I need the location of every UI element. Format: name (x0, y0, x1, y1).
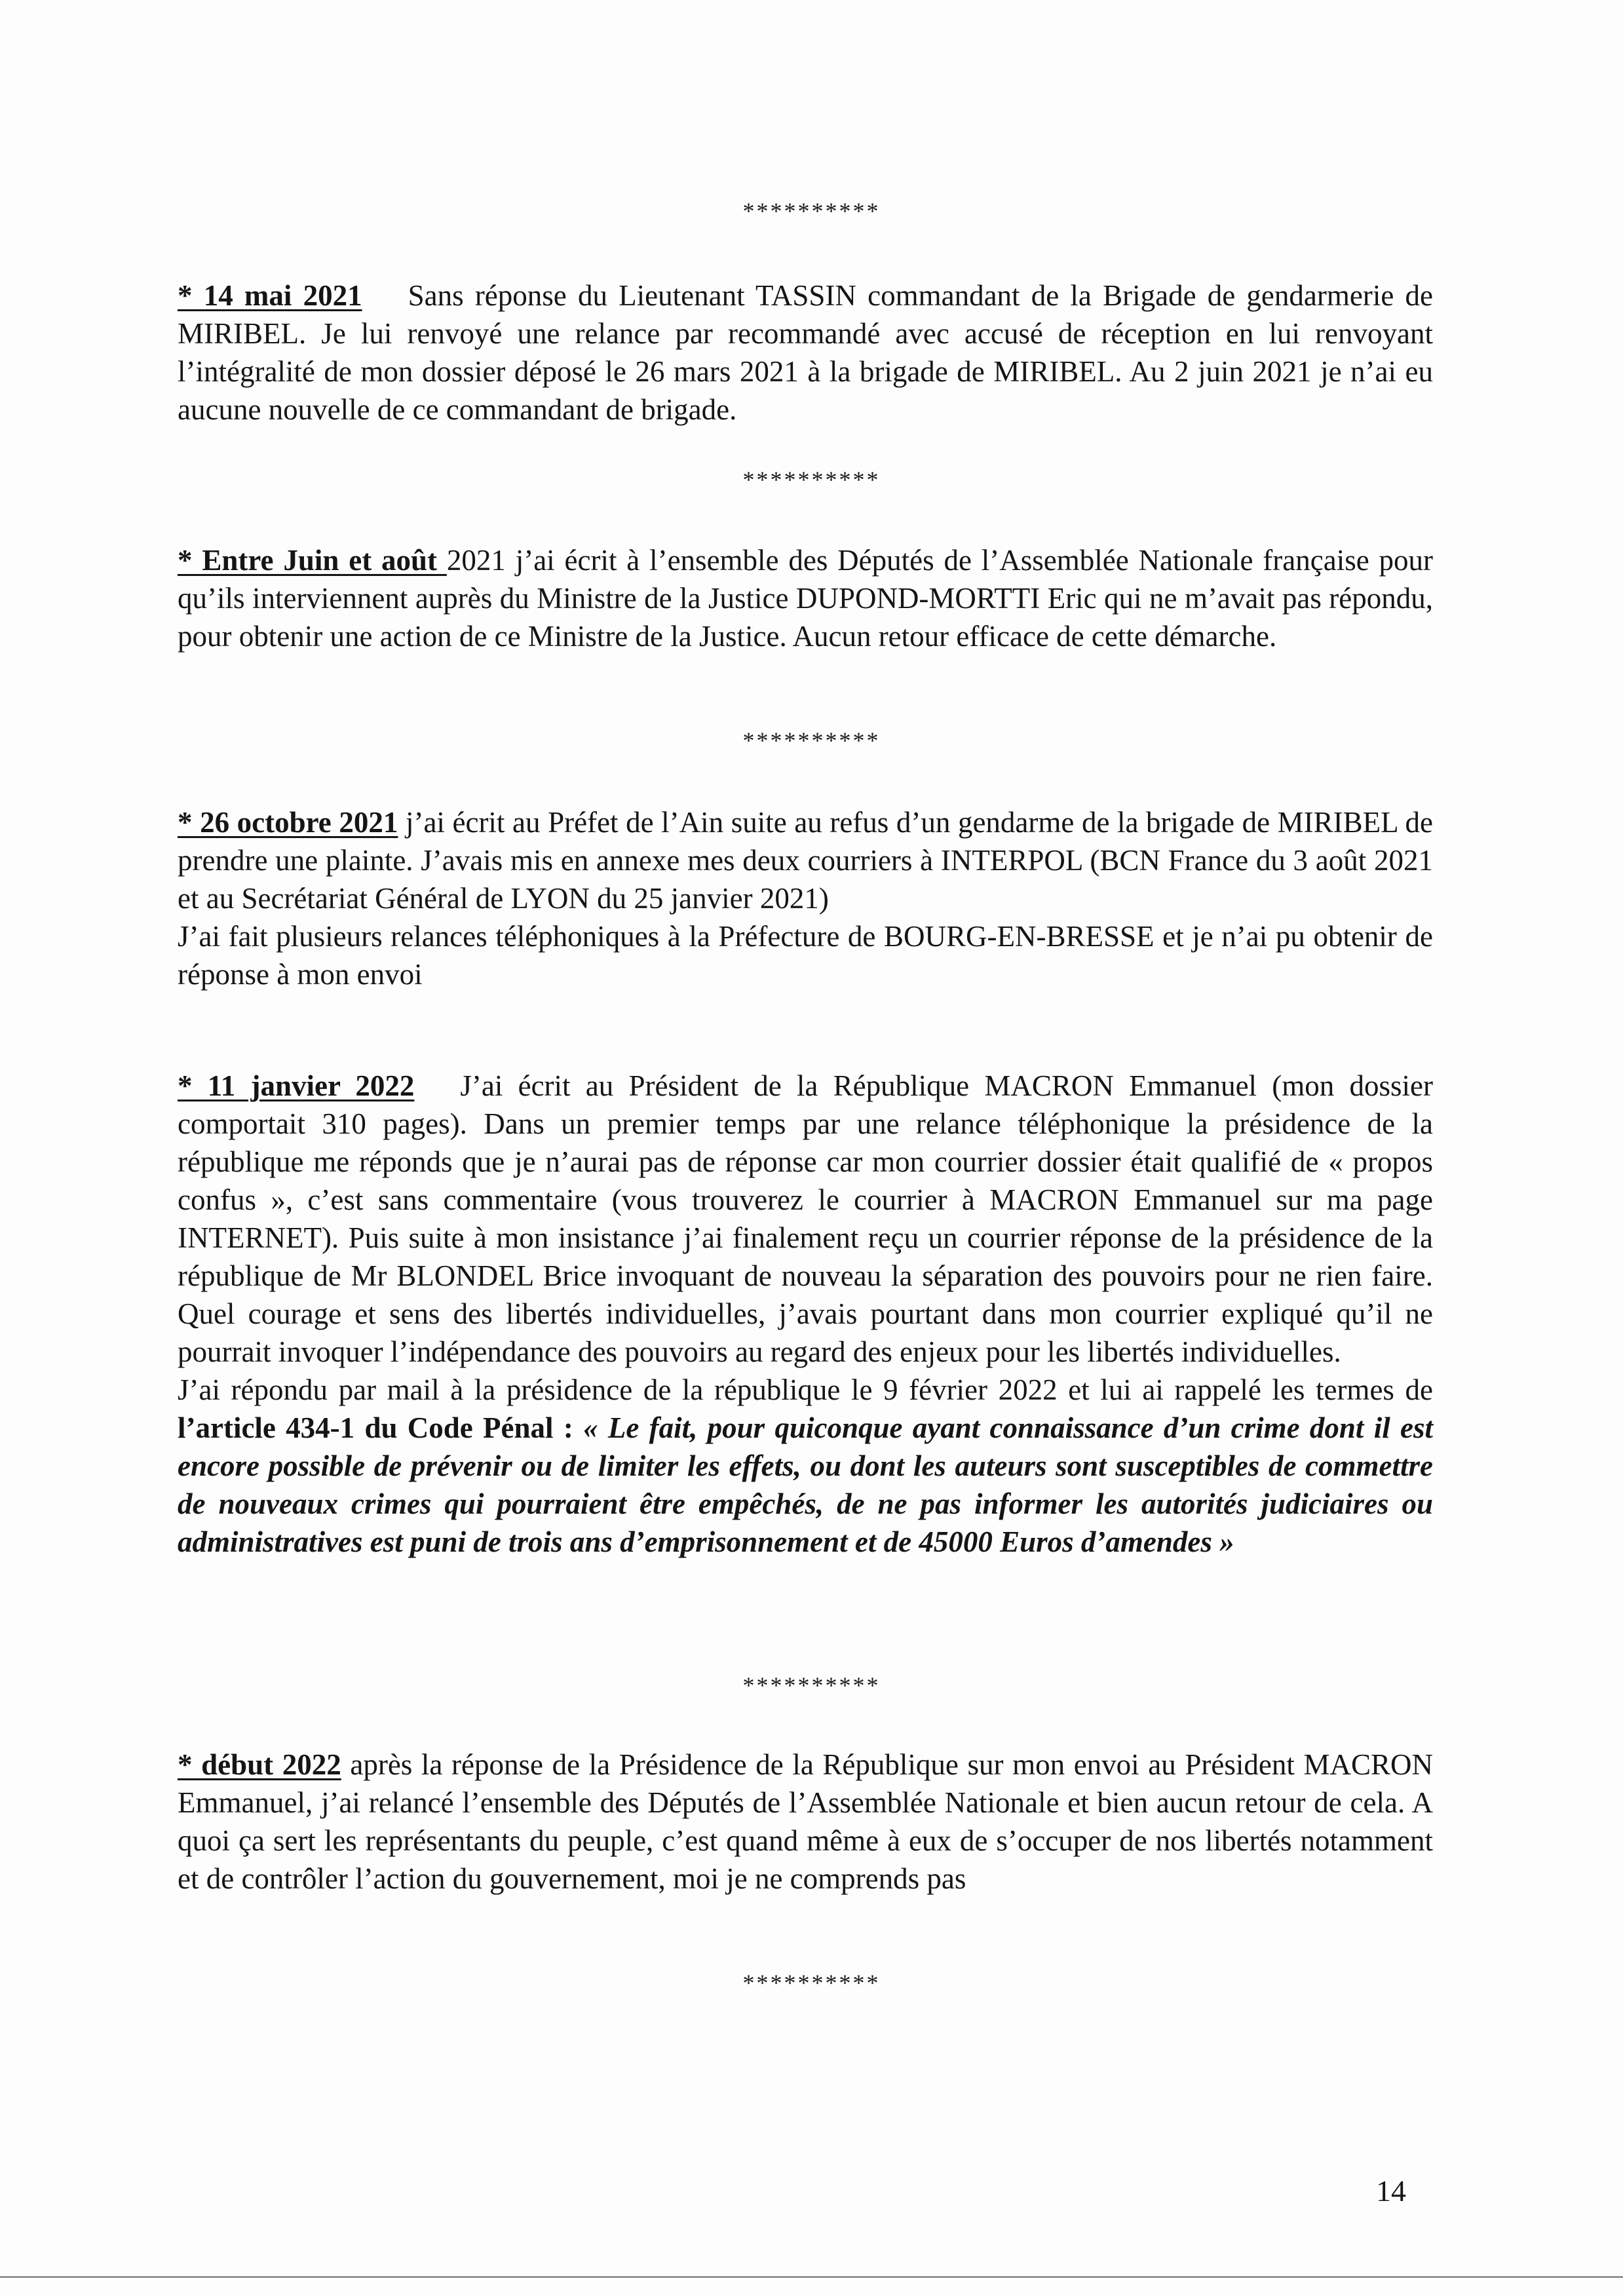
entry-paragraph (178, 1067, 1433, 1371)
entry-text: après la réponse de la Présidence de la République sur mon envoi au Président MACRON Emmanuel, j’ai relancé l’ensemble des Députés de l’Assemblée Nationale et bien aucun retour de cela. A quoi ça sert les représentants du peuple, c’est quand même à eux de s’occuper de nos libertés notamment et de contrôler l’action du gouvernement, moi je ne comprends pas (178, 1748, 1433, 1895)
entry-paragraph: J’ai fait plusieurs relances téléphoniques à la Préfecture de BOURG-EN-BRESSE et je n’ai pu obtenir de réponse à mon envoi (178, 920, 1433, 991)
entry-text: j’ai écrit au Préfet de l’Ain suite au refus d’un gendarme de la brigade de MIRIBEL de prendre une plainte. J’avais mis en annexe mes deux courriers à INTERPOL (BCN France du 3 août 2021 et au Secrétariat Général de LYON du 25 janvier 2021) (178, 806, 1433, 915)
entry-text: J’ai écrit au Président de la République MACRON Emmanuel (mon dossier comportait 310 pages). Dans un premier temps par une relance téléphonique la présidence de la république me réponds que je n’aurai pas de réponse car mon courrier dossier était qualifié de « propos confus », c’est sans commentaire (vous trouverez le courrier à MACRON Emmanuel sur ma page INTERNET). Puis suite à mon insistance j’ai finalement reçu un courrier réponse de la présidence de la république de Mr BLONDEL Brice invoquant de nouveau la séparation des pouvoirs pour ne rien faire. Quel courage et sens des libertés individuelles, j’avais pourtant dans mon courrier expliqué qu’il ne pourrait invoquer l’indépendance des pouvoirs au regard des enjeux pour les libertés individuelles. (178, 1069, 1433, 1368)
entry-paragraph (178, 277, 1433, 429)
entry-paragraph (178, 1746, 1433, 1898)
entry-text: 2021 j’ai écrit à l’ensemble des Députés de l’Assemblée Nationale française pour qu’ils interviennent auprès du Ministre de la Justice DUPOND-MORTTI Eric qui ne m’avait pas répondu, pour obtenir une action de ce Ministre de la Justice. Aucun retour efficace de cette démarche. (178, 544, 1434, 653)
entry-date: * 26 octobre 2021 (178, 806, 398, 839)
separator: ********** (742, 198, 881, 224)
entry-date: * 14 mai 2021 (178, 279, 362, 312)
entry-text: J’ai répondu par mail à la présidence de la république le 9 février 2022 et lui ai rappelé les termes de (178, 1373, 1433, 1406)
entry-14-mai-2021 (178, 277, 1433, 429)
entry-paragraph (178, 541, 1433, 655)
entry-paragraph (178, 1371, 1433, 1561)
legal-quote: « Le fait, pour quiconque ayant connaissance d’un crime dont il est encore possible de prévenir ou de limiter les effets, ou dont les auteurs sont susceptibles de commettre de nouveaux crimes qui pourraient être empêchés, de ne pas informer les autorités judiciaires ou administratives est puni de trois ans d’emprisonnement et de 45000 Euros d’amendes » (178, 1411, 1433, 1558)
separator: ********** (742, 1672, 881, 1698)
bottom-rule (0, 2276, 1623, 2278)
entry-date: * début 2022 (178, 1748, 341, 1781)
entry-text: Sans réponse du Lieutenant TASSIN commandant de la Brigade de gendarmerie de MIRIBEL. Je lui renvoyé une relance par recommandé avec accusé de réception en lui renvoyant l’intégralité de mon dossier déposé le 26 mars 2021 à la brigade de MIRIBEL. Au 2 juin 2021 je n’ai eu aucune nouvelle de ce commandant de brigade. (178, 279, 1433, 426)
entry-11-janvier-2022 (178, 1067, 1433, 1561)
entry-paragraph (178, 803, 1433, 917)
entry-date: * 11 janvier 2022 (178, 1069, 415, 1102)
separator: ********** (742, 727, 881, 754)
entry-debut-2022 (178, 1746, 1433, 1898)
legal-article-reference: l’article 434-1 du Code Pénal : (178, 1411, 584, 1444)
entry-26-octobre-2021 (178, 803, 1433, 993)
entry-juin-aout-2021 (178, 541, 1433, 655)
page-number: 14 (1376, 2174, 1406, 2208)
separator: ********** (742, 467, 881, 493)
entry-date: * Entre Juin et août (178, 544, 447, 577)
separator: ********** (742, 1970, 881, 1996)
